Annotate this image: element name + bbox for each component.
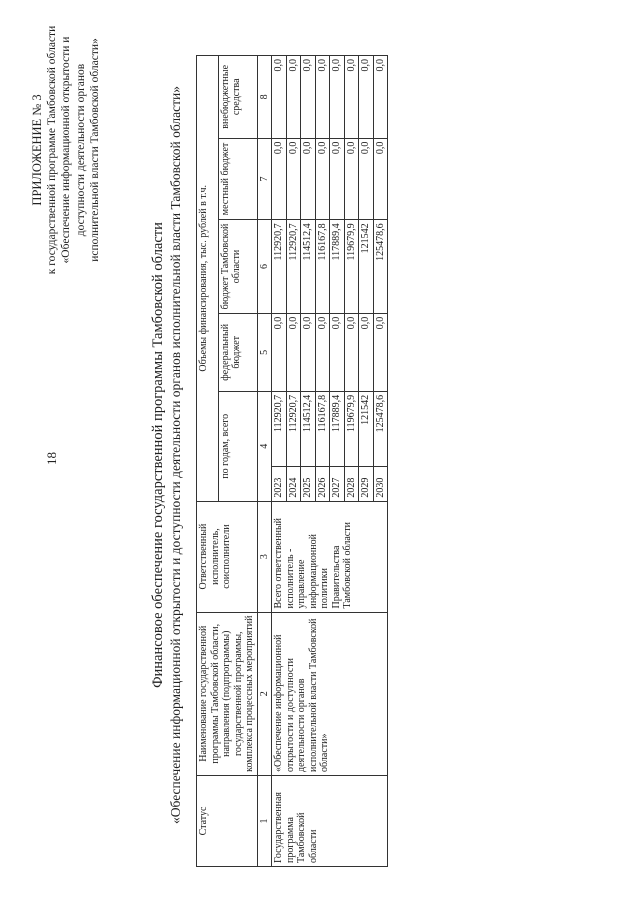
header-status: Статус	[197, 775, 258, 866]
extra-cell: 0,0	[272, 56, 287, 139]
year-cell: 2026	[315, 466, 330, 501]
extra-cell: 0,0	[359, 56, 374, 139]
status-cell: Государственная программа Тамбовской области	[272, 775, 388, 866]
header-row-1	[197, 56, 219, 867]
appendix-line: «Обеспечение информационной открытости и	[60, 36, 72, 264]
regional-cell: 117889,4	[330, 220, 345, 313]
header-volumes: Объемы финансирования, тыс. рублей в т.ч.	[197, 56, 219, 502]
year-cell: 2030	[373, 466, 388, 501]
regional-cell: 114512,4	[301, 220, 316, 313]
federal-cell: 0,0	[330, 313, 345, 391]
federal-cell: 0,0	[373, 313, 388, 391]
regional-cell: 116167,8	[315, 220, 330, 313]
federal-cell: 0,0	[301, 313, 316, 391]
regional-cell: 112920,7	[272, 220, 287, 313]
header-federal: федеральный бюджет	[218, 313, 257, 391]
extra-cell: 0,0	[330, 56, 345, 139]
year-cell: 2025	[301, 466, 316, 501]
local-cell: 0,0	[373, 138, 388, 220]
page-number: 18	[44, 452, 59, 465]
col-number: 7	[257, 138, 272, 220]
total-cell: 112920,7	[286, 391, 301, 466]
column-number-row	[257, 56, 272, 867]
total-cell: 121542	[359, 391, 374, 466]
total-cell: 114512,4	[301, 391, 316, 466]
header-local: местный бюджет	[218, 138, 257, 220]
appendix-line: доступности деятельности органов	[74, 63, 87, 237]
col-number: 6	[257, 220, 272, 313]
table-row	[272, 56, 287, 867]
col-number: 4	[257, 391, 272, 501]
extra-cell: 0,0	[373, 56, 388, 139]
local-cell: 0,0	[272, 138, 287, 220]
federal-cell: 0,0	[315, 313, 330, 391]
title-line-2: «Обеспечение информационной открытости и доступности деятельности органов исполнительной власти Тамбовской области»	[168, 86, 183, 824]
appendix-title: ПРИЛОЖЕНИЕ № 3	[30, 94, 44, 206]
year-cell: 2028	[344, 466, 359, 501]
header-regional: бюджет Тамбовской области	[218, 220, 257, 313]
year-cell: 2023	[272, 466, 287, 501]
federal-cell: 0,0	[286, 313, 301, 391]
federal-cell: 0,0	[359, 313, 374, 391]
appendix-block	[30, 15, 103, 285]
regional-cell: 119679,9	[344, 220, 359, 313]
local-cell: 0,0	[359, 138, 374, 220]
col-number: 1	[257, 775, 272, 866]
executor-cell: Всего ответственный исполнитель - управление информационной политики Правительства Тамбовской области	[272, 501, 388, 612]
col-number: 8	[257, 56, 272, 139]
local-cell: 0,0	[286, 138, 301, 220]
local-cell: 0,0	[330, 138, 345, 220]
local-cell: 0,0	[301, 138, 316, 220]
financing-table	[196, 55, 388, 867]
extra-cell: 0,0	[286, 56, 301, 139]
federal-cell: 0,0	[272, 313, 287, 391]
header-executor: Ответственный исполнитель, соисполнители	[197, 501, 258, 612]
regional-cell: 112920,7	[286, 220, 301, 313]
regional-cell: 121542	[359, 220, 374, 313]
extra-cell: 0,0	[301, 56, 316, 139]
col-number: 2	[257, 612, 272, 775]
regional-cell: 125478,6	[373, 220, 388, 313]
document-title	[150, 45, 184, 865]
header-extra: внебюджетные средства	[218, 56, 257, 139]
total-cell: 117889,4	[330, 391, 345, 466]
local-cell: 0,0	[344, 138, 359, 220]
local-cell: 0,0	[315, 138, 330, 220]
total-cell: 116167,8	[315, 391, 330, 466]
program-name-cell: «Обеспечение информационной открытости и доступности деятельности органов исполнительной власти Тамбовской области»	[272, 612, 388, 775]
total-cell: 119679,9	[344, 391, 359, 466]
header-by-year: по годам, всего	[218, 391, 257, 501]
total-cell: 125478,6	[373, 391, 388, 466]
year-cell: 2027	[330, 466, 345, 501]
appendix-line: к государственной программе Тамбовской области	[45, 25, 58, 275]
header-name: Наименование государственной программы Тамбовской области, направления (подпрограммы) государственной программы, комплекса процессных мероприятий	[197, 612, 258, 775]
year-cell: 2029	[359, 466, 374, 501]
col-number: 3	[257, 501, 272, 612]
year-cell: 2024	[286, 466, 301, 501]
title-line-1: Финансовое обеспечение государственной программы Тамбовской области	[150, 222, 166, 688]
appendix-line: исполнительной власти Тамбовской области»	[89, 38, 101, 262]
extra-cell: 0,0	[315, 56, 330, 139]
col-number: 5	[257, 313, 272, 391]
federal-cell: 0,0	[344, 313, 359, 391]
total-cell: 112920,7	[272, 391, 287, 466]
extra-cell: 0,0	[344, 56, 359, 139]
